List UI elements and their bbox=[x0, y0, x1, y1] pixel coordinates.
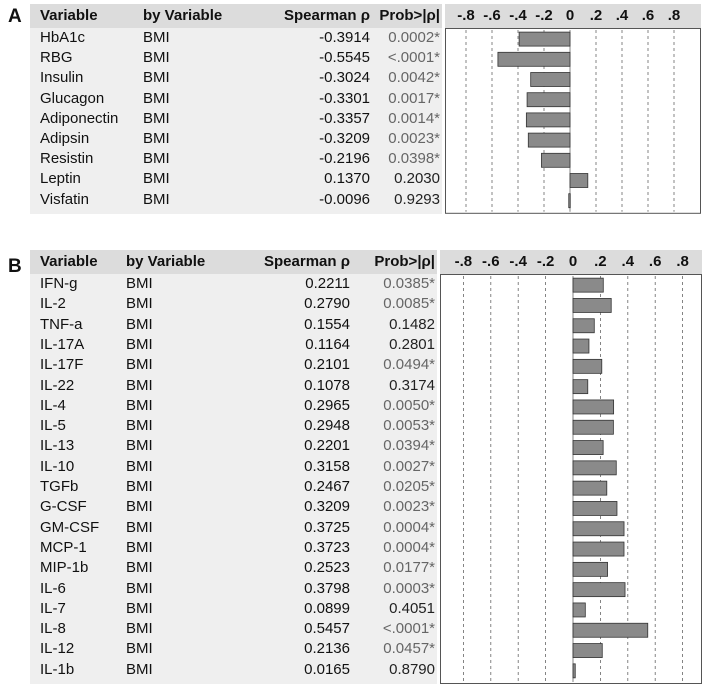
cell-prob: 0.0053* bbox=[383, 417, 435, 435]
cell-variable: IL-10 bbox=[40, 457, 75, 475]
tick-label: .8 bbox=[667, 7, 681, 24]
bar-glucagon bbox=[527, 93, 570, 107]
header-variable: Variable bbox=[40, 7, 98, 24]
cell-spearman-rho: 0.2101 bbox=[304, 356, 350, 374]
cell-spearman-rho: -0.3024 bbox=[319, 69, 370, 87]
header-by-variable: by Variable bbox=[143, 7, 223, 24]
cell-by-variable: BMI bbox=[126, 660, 153, 678]
cell-spearman-rho: 0.3158 bbox=[304, 457, 350, 475]
cell-prob: 0.0042* bbox=[388, 69, 440, 87]
bar-adiponectin bbox=[526, 113, 570, 127]
cell-spearman-rho: 0.1554 bbox=[304, 315, 350, 333]
cell-prob: 0.0002* bbox=[388, 29, 440, 46]
cell-variable: IL-7 bbox=[40, 599, 66, 617]
bar-il-12 bbox=[573, 644, 602, 658]
cell-variable: Leptin bbox=[40, 170, 81, 188]
cell-by-variable: BMI bbox=[143, 89, 170, 107]
cell-spearman-rho: 0.5457 bbox=[304, 620, 350, 638]
cell-spearman-rho: 0.1164 bbox=[305, 335, 350, 353]
bar-il-13 bbox=[573, 441, 603, 455]
chart-frame bbox=[441, 275, 702, 684]
cell-variable: IL-2 bbox=[40, 295, 66, 313]
bar-il-10 bbox=[573, 461, 616, 475]
cell-prob: 0.0457* bbox=[383, 640, 435, 658]
cell-by-variable: BMI bbox=[143, 190, 170, 208]
cell-by-variable: BMI bbox=[126, 335, 153, 353]
cell-variable: IL-6 bbox=[40, 579, 66, 597]
cell-prob: 0.0004* bbox=[383, 518, 435, 536]
cell-prob: 0.9293 bbox=[394, 190, 440, 208]
cell-prob: 0.0023* bbox=[388, 130, 440, 147]
bar-il-6 bbox=[573, 583, 625, 597]
cell-variable: IL-13 bbox=[40, 437, 75, 455]
bar-tgfb bbox=[573, 481, 607, 495]
cell-by-variable: BMI bbox=[126, 478, 153, 495]
cell-by-variable: BMI bbox=[126, 538, 153, 556]
cell-by-variable: BMI bbox=[126, 599, 153, 617]
cell-spearman-rho: -0.5545 bbox=[319, 49, 370, 67]
bar-ifn-g bbox=[573, 278, 603, 292]
cell-by-variable: BMI bbox=[126, 396, 153, 414]
cell-prob: 0.0017* bbox=[388, 89, 440, 107]
cell-by-variable: BMI bbox=[126, 620, 153, 638]
cell-variable: Insulin bbox=[40, 69, 84, 87]
cell-by-variable: BMI bbox=[126, 518, 153, 536]
bar-il-7 bbox=[573, 603, 585, 617]
cell-by-variable: BMI bbox=[126, 498, 153, 516]
cell-prob: 0.2030 bbox=[394, 170, 440, 188]
cell-spearman-rho: -0.3209 bbox=[319, 130, 370, 147]
cell-spearman-rho: 0.3798 bbox=[304, 579, 350, 597]
cell-spearman-rho: 0.2136 bbox=[304, 640, 350, 658]
tick-label: -.6 bbox=[483, 7, 501, 24]
bar-resistin bbox=[541, 153, 570, 167]
cell-prob: 0.0050* bbox=[383, 396, 435, 414]
bar-il-4 bbox=[573, 400, 614, 414]
cell-prob: 0.0494* bbox=[383, 356, 435, 374]
cell-spearman-rho: 0.2965 bbox=[304, 396, 350, 414]
cell-by-variable: BMI bbox=[126, 376, 153, 394]
tick-label: .2 bbox=[594, 253, 607, 270]
bar-adipsin bbox=[528, 133, 570, 147]
cell-variable: Visfatin bbox=[40, 190, 89, 208]
cell-spearman-rho: 0.2201 bbox=[304, 437, 350, 455]
cell-variable: IL-17F bbox=[40, 356, 84, 374]
cell-by-variable: BMI bbox=[126, 437, 153, 455]
table-body-bg bbox=[30, 274, 437, 684]
tick-label: -.2 bbox=[535, 7, 553, 24]
cell-by-variable: BMI bbox=[143, 69, 170, 87]
cell-prob: 0.0003* bbox=[383, 579, 435, 597]
bar-tnf-a bbox=[573, 319, 594, 333]
cell-by-variable: BMI bbox=[143, 170, 170, 188]
cell-prob: <.0001* bbox=[382, 620, 435, 638]
header-variable: Variable bbox=[40, 253, 98, 270]
cell-by-variable: BMI bbox=[143, 150, 170, 168]
cell-prob: 0.8790 bbox=[389, 660, 435, 678]
cell-spearman-rho: -0.3301 bbox=[319, 89, 370, 107]
cell-prob: 0.0027* bbox=[383, 457, 435, 475]
correlation-bar-chart bbox=[445, 4, 701, 214]
cell-by-variable: BMI bbox=[143, 29, 170, 46]
cell-spearman-rho: 0.2790 bbox=[304, 295, 350, 313]
cell-spearman-rho: 0.2467 bbox=[304, 478, 350, 495]
cell-by-variable: BMI bbox=[126, 295, 153, 313]
bar-hba1c bbox=[519, 32, 570, 46]
cell-variable: HbA1c bbox=[40, 29, 86, 46]
bar-mip-1b bbox=[573, 562, 608, 576]
cell-spearman-rho: -0.3914 bbox=[319, 29, 370, 46]
cell-prob: <.0001* bbox=[387, 49, 440, 67]
cell-spearman-rho: 0.2948 bbox=[304, 417, 350, 435]
cell-variable: IL-22 bbox=[40, 376, 75, 394]
tick-label: 0 bbox=[565, 7, 575, 24]
cell-spearman-rho: -0.0096 bbox=[319, 190, 370, 208]
cell-by-variable: BMI bbox=[126, 275, 153, 292]
bar-insulin bbox=[531, 73, 570, 87]
bar-il-8 bbox=[573, 623, 648, 637]
cell-by-variable: BMI bbox=[126, 457, 153, 475]
cell-variable: G-CSF bbox=[40, 498, 87, 516]
cell-spearman-rho: 0.2523 bbox=[304, 559, 350, 577]
correlation-bar-chart bbox=[440, 250, 702, 684]
cell-by-variable: BMI bbox=[126, 417, 153, 435]
cell-by-variable: BMI bbox=[143, 130, 170, 147]
cell-by-variable: BMI bbox=[126, 559, 153, 577]
panel-letter: B bbox=[8, 256, 22, 277]
cell-variable: GM-CSF bbox=[40, 518, 100, 536]
cell-spearman-rho: 0.2211 bbox=[305, 275, 350, 292]
cell-prob: 0.1482 bbox=[389, 315, 435, 333]
tick-label: 0 bbox=[568, 253, 578, 270]
cell-spearman-rho: 0.1370 bbox=[324, 170, 370, 188]
panel-letter: A bbox=[8, 6, 22, 27]
tick-label: -.8 bbox=[457, 7, 475, 24]
bar-il-2 bbox=[573, 298, 611, 312]
header-spearman-rho: Spearman ρ bbox=[284, 7, 370, 24]
tick-label: -.2 bbox=[536, 253, 555, 270]
tick-label: -.4 bbox=[509, 253, 527, 270]
bar-il-17f bbox=[573, 359, 602, 373]
cell-variable: Resistin bbox=[40, 150, 94, 168]
cell-variable: Glucagon bbox=[40, 89, 105, 107]
cell-prob: 0.0023* bbox=[383, 498, 435, 516]
cell-variable: TNF-a bbox=[40, 315, 83, 333]
cell-spearman-rho: 0.3723 bbox=[304, 538, 350, 556]
cell-variable: TGFb bbox=[40, 478, 79, 495]
cell-by-variable: BMI bbox=[126, 640, 153, 658]
cell-spearman-rho: 0.1078 bbox=[304, 376, 350, 394]
cell-by-variable: BMI bbox=[143, 49, 170, 67]
bar-gm-csf bbox=[573, 522, 624, 536]
bar-il-5 bbox=[573, 420, 613, 434]
bar-leptin bbox=[570, 174, 588, 188]
cell-spearman-rho: 0.3725 bbox=[304, 518, 350, 536]
header-prob: Prob>|ρ| bbox=[374, 253, 435, 270]
bar-visfatin bbox=[569, 194, 571, 208]
cell-variable: IL-12 bbox=[40, 640, 75, 658]
cell-variable: Adipsin bbox=[40, 130, 90, 147]
cell-by-variable: BMI bbox=[126, 356, 153, 374]
bar-g-csf bbox=[573, 501, 617, 515]
cell-prob: 0.4051 bbox=[389, 599, 435, 617]
tick-label: .4 bbox=[621, 253, 635, 270]
cell-prob: 0.0205* bbox=[383, 478, 435, 495]
bar-mcp-1 bbox=[573, 542, 624, 556]
cell-variable: MIP-1b bbox=[40, 559, 89, 577]
tick-label: .6 bbox=[641, 7, 655, 24]
cell-variable: IL-17A bbox=[40, 335, 85, 353]
bar-il-1b bbox=[573, 664, 575, 678]
tick-label: -.8 bbox=[454, 253, 473, 270]
cell-variable: RBG bbox=[40, 49, 73, 67]
header-spearman-rho: Spearman ρ bbox=[264, 253, 350, 270]
cell-prob: 0.2801 bbox=[389, 335, 435, 353]
cell-variable: IL-5 bbox=[40, 417, 66, 435]
cell-spearman-rho: 0.3209 bbox=[304, 498, 350, 516]
bar-il-17a bbox=[573, 339, 589, 353]
header-by-variable: by Variable bbox=[126, 253, 206, 270]
cell-prob: 0.0004* bbox=[383, 538, 435, 556]
cell-variable: MCP-1 bbox=[40, 538, 87, 556]
cell-by-variable: BMI bbox=[126, 315, 153, 333]
tick-label: .6 bbox=[648, 253, 662, 270]
cell-variable: IL-8 bbox=[40, 620, 66, 638]
cell-prob: 0.0398* bbox=[388, 150, 440, 168]
cell-variable: Adiponectin bbox=[40, 109, 119, 127]
tick-label: -.6 bbox=[482, 253, 500, 270]
cell-spearman-rho: -0.3357 bbox=[319, 109, 370, 127]
cell-prob: 0.0177* bbox=[383, 559, 435, 577]
header-prob: Prob>|ρ| bbox=[379, 7, 440, 24]
cell-prob: 0.0385* bbox=[383, 275, 435, 292]
cell-prob: 0.0394* bbox=[383, 437, 435, 455]
tick-label: .8 bbox=[676, 253, 689, 270]
cell-prob: 0.3174 bbox=[389, 376, 435, 394]
cell-prob: 0.0014* bbox=[388, 109, 440, 127]
bar-rbg bbox=[498, 52, 570, 66]
tick-label: -.4 bbox=[509, 7, 527, 24]
bar-il-22 bbox=[573, 380, 588, 394]
cell-variable: IL-1b bbox=[40, 660, 75, 678]
cell-spearman-rho: 0.0165 bbox=[304, 660, 350, 678]
tick-label: .2 bbox=[589, 7, 603, 24]
cell-by-variable: BMI bbox=[126, 579, 153, 597]
cell-variable: IL-4 bbox=[40, 396, 66, 414]
cell-spearman-rho: 0.0899 bbox=[304, 599, 350, 617]
cell-by-variable: BMI bbox=[143, 109, 170, 127]
cell-spearman-rho: -0.2196 bbox=[319, 150, 370, 168]
cell-variable: IFN-g bbox=[40, 275, 78, 292]
cell-prob: 0.0085* bbox=[383, 295, 435, 313]
tick-label: .4 bbox=[615, 7, 629, 24]
